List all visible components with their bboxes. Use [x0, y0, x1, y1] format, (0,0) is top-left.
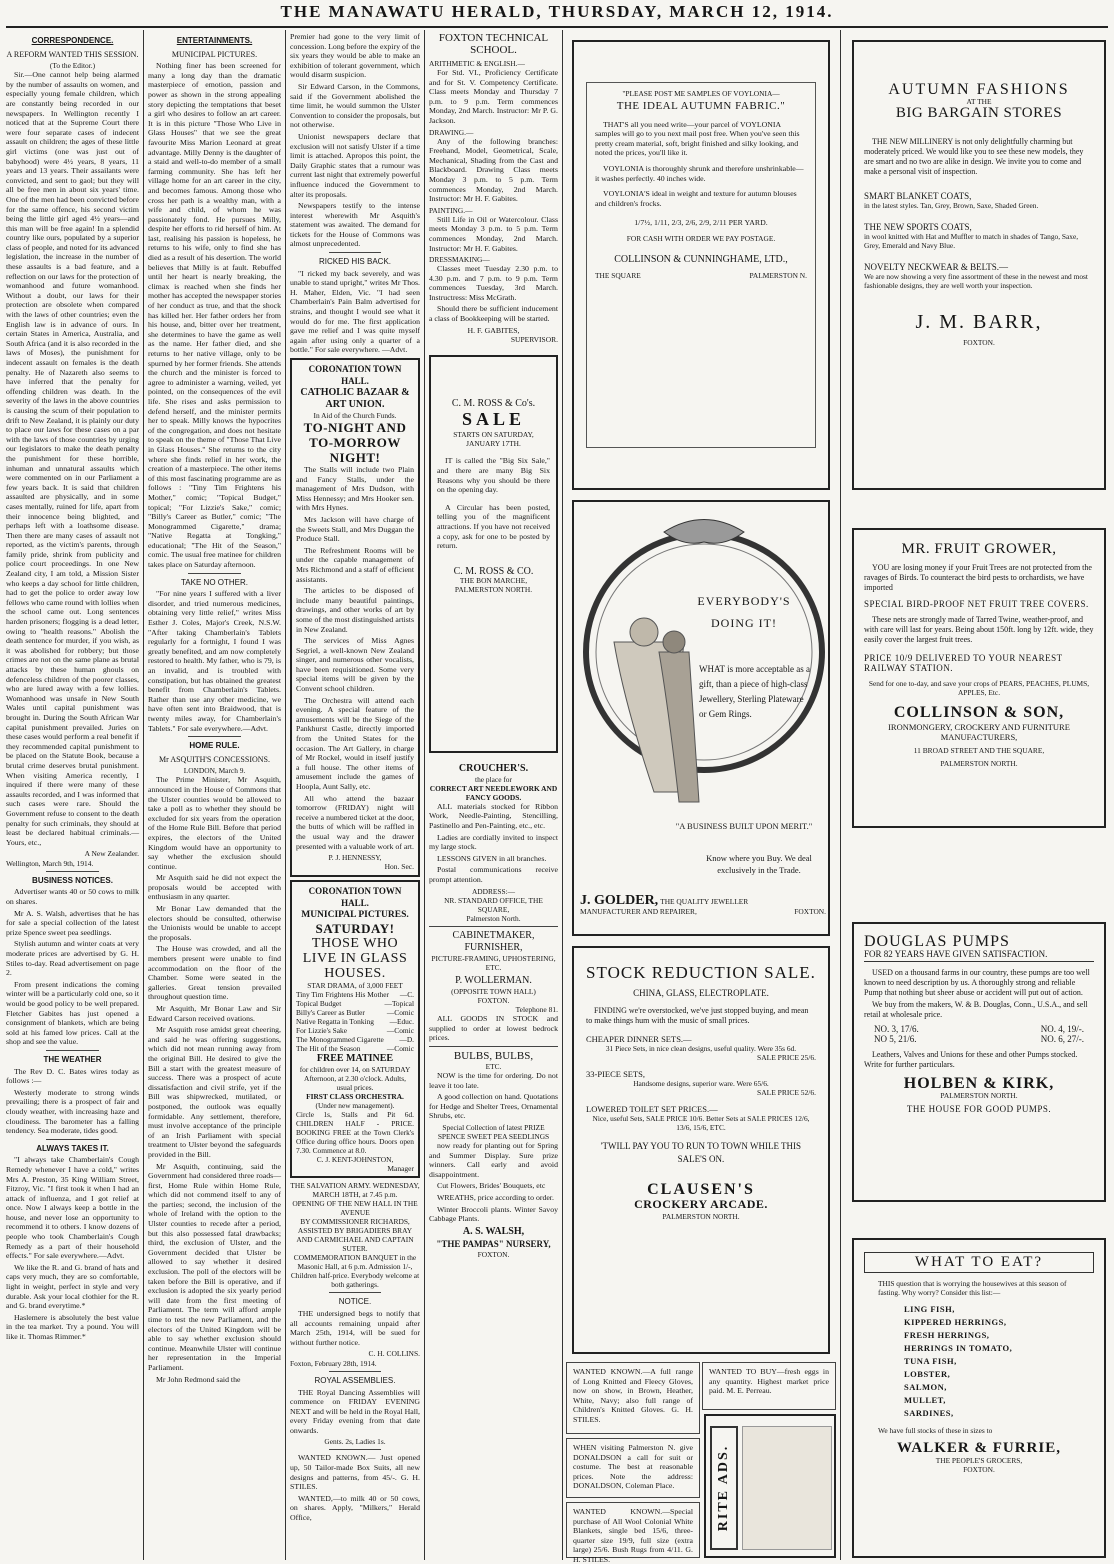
paragraph: The Orchestra will attend each evening. A special feature of the amusements will be the Siege of the Pankhurst Castle, directly imported from the United States for the occasion. The Art Gallery, in charge of Mr Rockel, would in itself justify a full house. The other items of amusement include the games of Hoopla, Aunt Sally, etc.	[296, 695, 414, 791]
fish-item: LING FISH,	[904, 1304, 955, 1314]
signature: C. H. COLLINS.	[368, 1349, 420, 1359]
paragraph: Send for one to-day, and save your crops of PEARS, PEACHES, PLUMS, APPLES, Etc.	[868, 679, 1090, 697]
paragraph: Postal communications receive prompt attention.	[429, 865, 558, 884]
ad-headline: BIG BARGAIN STORES	[895, 105, 1063, 121]
paragraph: Westerly moderate to strong winds prevailing; there is a prospect of fair and cloudy weather, with increasing haze and cloudiness. The barometer has a falling tendency. Sea moderate, tides good.	[6, 1087, 139, 1136]
paragraph: Should there be sufficient inducement a class of Bookkeeping will be started.	[429, 304, 558, 324]
programme-item	[296, 1026, 414, 1035]
voylonia-ad	[572, 40, 830, 490]
paragraph: Mr Asquith said he did not expect the proposals would be accepted with enthusiasm in any quarter.	[148, 873, 281, 902]
separator	[329, 1292, 381, 1293]
ad-heading: C. M. ROSS & CO.	[453, 565, 534, 577]
paragraph: The articles to be disposed of include many beautiful paintings, drawings, and other works of art by some of the most distinguished artists in New Zealand.	[296, 586, 414, 634]
separator	[329, 252, 381, 253]
programme-item	[296, 1035, 414, 1044]
column-1	[6, 32, 139, 1560]
paragraph: Classes meet Tuesday 2.30 p.m. to 4.30 p.m. and 7 p.m. to 9 p.m. Term commences Tuesday, 3rd March. Instructress: Miss McGrath.	[429, 264, 558, 302]
ad-subheading: PALMERSTON NORTH.	[454, 585, 533, 595]
ad-heading: "THE PAMPAS" NURSERY,	[436, 1238, 551, 1249]
programme-kind: —Comic	[386, 1025, 414, 1035]
paragraph: The Rev D. C. Bates wires today as follows :—	[6, 1066, 139, 1086]
wanted-ad: WANTED KNOWN.—Special purchase of All Wool Colonial White Blankets, single bed 15/6, three-quarter size 19/9, full size (extra large) 25/6. Bush Rugs from 4/11. G. H. STILES.	[566, 1502, 700, 1558]
subject-heading: PAINTING.—	[429, 205, 473, 215]
ad-headline: STOCK REDUCTION SALE.	[586, 963, 816, 982]
paragraph: The Stalls will include two Plain and Fancy Stalls, under the management of Mrs Dudson, with Miss Hennessy; and Mrs Hooker sen. with Mrs Hynes.	[296, 465, 414, 513]
paragraph: "I ricked my back severely, and was unable to stand upright," writes Mr Thos. H. Maher, Elden, Vic. "I had seen Chamberlain's Pain Balm advertised for strains, and thought I would see what it would do for me. The first application gave me relief and I was quite myself again after using only a quarter of a bottle." For sale everywhere. —Advt.	[290, 268, 420, 355]
programme-title: The Monogrammed Cigarette	[296, 1034, 384, 1044]
paragraph: Haslemere is absolutely the best value in the tea market. Try a pound. You will like it. Thomas Rimmer.*	[6, 1312, 139, 1341]
masthead-title: THE MANAWATU HERALD, THURSDAY, MARCH 12, 1914.	[280, 2, 834, 21]
paragraph: Any of the following branches: Freehand, Model, Geometrical, Scale, Mechanical, Shading from the Cast and Blackboard. Drawing Class meets Monday 3 p.m. to 5 p.m. Term commences Monday, 2nd March. Instructor: Mr H. F. Gabites.	[429, 136, 558, 204]
paragraph: BY COMMISSIONER RICHARDS, ASSISTED BY BRIGADIERS BRAY AND CARMICHAEL AND CAPTAIN SUTER.	[296, 1217, 414, 1254]
paragraph: Mrs Jackson will have charge of the Sweets Stall, and Mrs Duggan the Produce Stall.	[296, 514, 414, 544]
address: PALMERSTON N.	[749, 270, 807, 280]
address: FOXTON.	[963, 338, 995, 347]
paragraph: Advertiser wants 40 or 50 cows to milk on shares.	[6, 887, 139, 907]
article-subheading: (To the Editor.)	[49, 61, 96, 71]
paragraph: THE Royal Dancing Assemblies will commence on FRIDAY EVENING NEXT and will be held in the Royal Hall, every Friday evening from that date onwards.	[290, 1387, 420, 1435]
item-heading: SMART BLANKET COATS,	[864, 191, 972, 201]
ad-quote: "PLEASE POST ME SAMPLES OF VOYLONIA—	[622, 89, 780, 98]
item-heading: THE NEW SPORTS COATS,	[864, 222, 972, 232]
ad-subheading: AT THE	[966, 97, 992, 106]
paragraph: From present indications the coming winter will be a particularly cold one, so it would be good policy to be well prepared. Fletcher Gabites has just opened a consignment of blankets, which are being sold at his famed low prices. Call at the shop and see the value.	[6, 979, 139, 1047]
address: THE SQUARE	[595, 270, 641, 280]
programme-title: Native Regatta in Tonking	[296, 1016, 374, 1026]
vertical-ads-illustration-icon	[742, 1426, 832, 1550]
article-heading: Mr ASQUITH'S CONCESSIONS.	[158, 754, 270, 764]
column-rule	[285, 30, 286, 1560]
masthead-rule	[6, 26, 1108, 28]
address-row	[595, 271, 807, 280]
separator	[188, 573, 241, 574]
programme-kind: —Educ.	[389, 1016, 414, 1026]
ad-subheading: FOXTON.	[477, 995, 510, 1005]
fish-item: MULLET,	[904, 1395, 946, 1405]
paragraph: ALL materials stocked for Ribbon Work, Needle-Painting, Stencilling, Pastinello and Pen-Painting, etc., etc.	[429, 801, 558, 831]
ad-firm: CROCKERY ARCADE.	[634, 1197, 768, 1211]
paragraph: THIS question that is worrying the housewives at this season of fasting. Why worry? Consider this list:—	[878, 1279, 1067, 1297]
dateline: Wellington, March 9th, 1914.	[6, 858, 94, 868]
paragraph: Gents. 2s, Ladies 1s.	[324, 1437, 386, 1447]
paragraph: We have full stocks of these in sizes to	[878, 1426, 993, 1435]
paragraph: NR. STANDARD OFFICE, THE SQUARE,	[444, 895, 543, 914]
separator	[46, 1050, 99, 1051]
item-heading: CHEAPER DINNER SETS.—	[586, 1034, 692, 1044]
column-rule	[562, 30, 563, 1560]
ad-firm: CLAUSEN'S	[647, 1181, 755, 1198]
ad-headline: SALE	[461, 409, 526, 430]
paragraph: The House was crowded, and all the members present were unable to find accommodation on the floor of the Chamber. Some were seated in the galleries. Great tension prevailed throughout question time.	[148, 944, 281, 1002]
ad-firm: J. GOLDER,	[580, 893, 659, 908]
paragraph: Mr Bonar Law demanded that the electors should be consulted, otherwise the Unionists would be unable to accept the proposals.	[148, 904, 281, 942]
paragraph: FINDING we're overstocked, we've just stopped buying, and mean to make things hum with the music of small prices.	[586, 1006, 809, 1025]
slogan: 'TWILL PAY YOU TO RUN TO TOWN WHILE THIS SALE'S ON.	[600, 1141, 802, 1164]
rite-ads-logo: RITE ADS.	[716, 1444, 731, 1532]
paragraph: the place for	[475, 774, 512, 784]
paragraph: A Circular has been posted, telling you of the magnificent attractions. If you have not received a copy, ask for one to be posted by return.	[437, 502, 550, 551]
paragraph: FOR CASH WITH ORDER WE PAY POSTAGE.	[626, 233, 776, 243]
ad-subheading: THE PEOPLE'S GROCERS,	[935, 1456, 1023, 1465]
bazaar-ad	[290, 358, 420, 877]
paragraph: "I always take Chamberlain's Cough Remedy whenever I have a cold," writes Mrs A. Preston, 35 King William Street, Fitzroy, Vic. "I first took it when I had an attack of influenza, and I got relief at once. Now I always keep a bottle in the house, and never lose an opportunity to recommend it to others. I know dozens of people who took Chamberlain's Cough Remedy as a part of their household effects." For sale everywhere.—Advt.	[6, 1155, 139, 1261]
ad-subheading: IRONMONGERY, CROCKERY AND FURNITURE MANUFACTURERS,	[888, 722, 1070, 742]
ad-headline: AUTUMN FASHIONS	[888, 81, 1070, 98]
programme-kind: —Topical	[384, 998, 414, 1008]
business-heading: BUSINESS NOTICES.	[32, 875, 113, 885]
paragraph: Mr Asquith rose amidst great cheering, and said he was offering suggestions, which did not mean running away from the original Bill. He desired to give the Bill a start with the greatest measure of success. There was a prospect of acute dissatisfaction and civil strife, yet if the Bill was shipwrecked, mutilated, or postponed, the outlook was equally formidable. Any settlement, therefore, must involve acceptance of the principle of an Irish Parliament with special treatment to Ulster beyond the safeguards provided in the Bill.	[148, 1025, 281, 1159]
subject-heading: DRESSMAKING—	[429, 255, 490, 265]
ad-subheading: FOR 82 YEARS HAVE GIVEN SATISFACTION.	[864, 949, 1094, 962]
paragraph: ALL GOODS IN STOCK and supplied to order at lowest bedrock prices.	[429, 1014, 558, 1043]
ad-heading: CORONATION TOWN HALL.	[308, 364, 402, 386]
ad-heading: BULBS, BULBS,	[453, 1049, 534, 1062]
ad-subheading: THE BON MARCHE,	[459, 576, 528, 586]
programme-title: Billy's Career as Butler	[296, 1007, 365, 1017]
article-heading: A REFORM WANTED THIS SESSION.	[6, 49, 139, 59]
ad-subheading: (Under new management).	[315, 1100, 395, 1110]
ad-subheading: PICTURE-FRAMING, UPHOSTERING, ETC.	[431, 953, 556, 972]
signature: A New Zealander.	[84, 849, 139, 859]
paragraph: THE undersigned begs to notify that all accounts remaining unpaid after March 25th, 1914, will be sued for without further notice.	[290, 1308, 420, 1347]
walker-ad	[852, 1238, 1106, 1558]
ad-headline: TO-NIGHT AND TO-MORROW NIGHT!	[303, 420, 407, 465]
paragraph: We buy from the makers, W. & B. Douglas, Conn., U.S.A., and sell retail at wholesale price.	[864, 1000, 1088, 1019]
paragraph: in wool knitted with Hat and Muffler to match in shades of Tango, Saxe, Grey, Emerald and Navy Blue.	[864, 232, 1079, 250]
separator	[429, 1046, 558, 1047]
paragraph: Winter Broccoli plants. Winter Savoy Cabbage Plants.	[429, 1204, 558, 1224]
ad-firm: WALKER & FURRIE,	[897, 1440, 1061, 1456]
slogan: THE HOUSE FOR GOOD PUMPS.	[906, 1104, 1052, 1114]
paragraph: Circle 1s, Stalls and Pit 6d. CHILDREN HALF - PRICE. BOOKING FREE at the Town Clerk's Office during office hours. Doors open 7.30. Commence at 8.0.	[296, 1109, 414, 1155]
ad-heading: A. S. WALSH,	[462, 1225, 525, 1237]
column-rule	[840, 30, 841, 1560]
signature: P. J. HENNESSY,	[328, 853, 382, 863]
separator	[46, 871, 99, 872]
wanted-ad: WANTED TO BUY—fresh eggs in any quantity. Highest market price paid. M. E. Perreau.	[702, 1362, 836, 1410]
ad-firm: COLLINSON & SON,	[893, 704, 1065, 721]
signature: H. F. GABITES,	[467, 325, 520, 335]
address: PALMERSTON NORTH.	[940, 1091, 1018, 1100]
ad-heading: CROUCHER'S.	[458, 762, 529, 774]
paragraph: The services of Miss Agnes Segriel, a well-known New Zealand singer, and numerous other vocalists, have been requisitioned. Some very special items will be given by the Convent school children.	[296, 636, 414, 694]
ad-headline: THOSE WHO LIVE IN GLASS HOUSES.	[302, 935, 408, 981]
pictures-ad	[290, 880, 420, 1179]
golder-ad	[572, 500, 830, 936]
ad-subheading: (OPPOSITE TOWN HALL)	[451, 986, 536, 996]
ad-headline: DOUGLAS PUMPS	[864, 933, 1010, 950]
programme-item	[296, 1017, 414, 1026]
ad-subheading: Telephone 81.	[515, 1004, 558, 1014]
paragraph: The Refreshment Rooms will be under the capable management of Mrs Richmond and a staff of efficient assistants.	[296, 545, 414, 584]
separator	[329, 1449, 381, 1450]
signature: Manager	[387, 1163, 414, 1173]
separator	[188, 736, 241, 737]
paragraph: WANTED KNOWN.— Just opened up, 50 Tailor-made Box Suits, all new designs and patterns, from 45/-. G. H. STILES.	[290, 1453, 420, 1492]
paragraph: COMMEMORATION BANQUET in the Masonic Hall, at 6 p.m. Admission 1/-, Children half-price. Everybody welcome at both gatherings.	[290, 1253, 420, 1290]
article-body: Sir.—One cannot help being alarmed by the number of assaults on women, and especially young female children, which are constantly being recorded in our newspapers. In Wellington recently I noticed that at the Supreme Court there were four separate cases of indecent assault on children; the ages of these little girl victims (one was just out of babyhood) were 4½ years, 8 years, 11 years and 13 years. Their assailants were convicted, and sent to gaol; but they will all be free men in about six years' time. One of the men had been convicted before for the same offence, his second victim being the little girl aged 4½ years—and this man will be free again! In a splendid country like ours, populated by a superior class of people, and noted for its advanced legislation, the increase in the number of these assaults is a bad feature, and a reflection on our laws for the protection of womanhood and future womanhood. Without a doubt, our laws for their protection are obsolete when compared with the laws of other countries; even the English law is in advance of ours. In certain States in America, Australia, and South Africa (and it is also recorded in the laws of Moses), the punishment for indecent assault on females is the death penalty. He of Nazareth also seems to have inferred that the penalty for offending children was death. In the severity of the laws in the above countries is causing the scum of their population to drift to New Zealand, it is plainly our duty to place our laws for these cases on a par with the laws of those countries by urging our legislators to make the death penalty the punishment for these horrible, inhuman and unnatural assaults which were commented on in our Parliament a few years back. It is said that children assaulted are physically, and in some cases mentally, ruined for life, apart from their innocence being blighted, and perhaps left with a loathsome disease. Then there are many cases of assault not reported, as the victim's parents, through family pride, shrink from publicity and police court proceedings. In one New Zealand city, I am told, a Mission Sister who keeps a day school for little children, had to get the police to order away low fellows who came round with lollies when the school came out. Long sentences harden prisoners; flogging is a dead letter, owing to "health reasons." Abolish the death sentence for murder, if you wish, as it was abolished for robbery; but those crimes are not on the same plane as brutal attacks by these human ghouls on defenceless children of the poorer classes, who are lured away with a few lollies. Womanhood was unsafe in New South Wales until capital punishment was brought in. During the South African War capital punishment prevailed. Juries on these cases would perform a real benefit if they recommended capital punishment to be placed on the Statute Book, because a brutal crime deserves brutal punishment. When visiting America recently, I inquired if there were many of these assaults recorded, and I was informed that such cases were rare. Should the Government refuse to consent to the death penalty for such criminals, they should at least be declared habitual criminals.—Yours, etc.,	[6, 70, 139, 847]
address: FOXTON.	[963, 1465, 995, 1474]
price-row	[864, 1034, 1094, 1044]
paragraph: A good collection on hand. Quotations for Hedge and Shelter Trees, Ornamental Shrubs, etc.	[429, 1092, 558, 1121]
paragraph: USED on a thousand farms in our country, these pumps are too well known to need description by us. A thoroughly strong and reliable Pump that nothing but sheer abuse or accident will put out of action.	[864, 968, 1090, 997]
programme-title: Tiny Tim Frightens His Mother	[296, 989, 389, 999]
price: NO 5, 21/6.	[874, 1034, 917, 1044]
sale-price: SALE PRICE 52/6.	[757, 1088, 816, 1097]
separator	[329, 1371, 381, 1372]
paragraph: Know where you Buy. We deal exclusively in the Trade.	[706, 853, 812, 875]
ad-heading: CABINETMAKER, FURNISHER,	[452, 929, 535, 953]
column-2	[148, 32, 281, 1560]
school-heading: FOXTON TECHNICAL SCHOOL.	[438, 32, 549, 56]
ad-subheading: STARTS ON SATURDAY, JANUARY 17TH.	[453, 430, 534, 449]
ad-headline: WHAT TO EAT?	[864, 1252, 1094, 1273]
paragraph: For Std. VI., Proficiency Certificate and for St. V. Competency Certificate. Class meets Monday and Thursday 7 p.m. to 9 p.m. Term commences Monday, 2nd March. Instructor: Mr P. G. Jackson.	[429, 68, 558, 125]
paragraph: Premier had gone to the very limit of concession. Long before the expiry of the six years they would be able to make an exhibition of tolerant government, which would disarm suspicion.	[290, 32, 420, 80]
home-rule-heading: HOME RULE.	[189, 741, 240, 751]
paragraph: Mr Asquith, continuing, said the Government had considered three roads—first, Home Rule within Home Rule, which did not commend itself to any of the parties; second, the inclusion of the whole of Ireland with the option to the Ulster counties to recede after a period, but this also possessed fatal drawbacks; third, the exclusion of Ulster, and the Government decided that Ulster be allowed to say whether it desired exclusion. The poll of the electors will be taken before the Bill is operative, and if exclusion is adopted the six yearly period will date from the first meeting of Parliament. The term will afford ample time to test the new Parliament, and the electors of the United Kingdom will be able to say whether exclusion should continue. Meanwhile Ulster will continue her representation in the Imperial Parliament.	[148, 1161, 281, 1372]
ad-heading: THE IDEAL AUTUMN FABRIC."	[616, 100, 786, 112]
ad-firm: COLLINSON & CUNNINGHAME, LTD.,	[614, 253, 788, 265]
paragraph: for children over 14, on SATURDAY Afternoon, at 2.30 o'clock. Adults, usual prices.	[299, 1064, 411, 1092]
notice-heading: NOTICE.	[338, 1297, 372, 1307]
price-list: 1/7½, 1/11, 2/3, 2/6, 2/9, 2/11 PER YARD.	[634, 218, 768, 228]
paragraph: The Prime Minister, Mr Asquith, announced in the House of Commons that the Ulster counties would be allowed to take a poll as to whether they should be excluded for six years from the operation of the Home Rule Bill. Before that period expires, the electors of the United Kingdom would have an opportunity to say whether the exclusion should continue.	[148, 775, 281, 871]
column-rule	[143, 30, 144, 1560]
programme-title: The Hit of the Season	[296, 1043, 361, 1053]
paragraph: VOYLONIA'S ideal in weight and texture for autumn blouses and children's frocks.	[595, 189, 797, 208]
paragraph: Mr A. S. Walsh, advertises that he has for sale a special collection of the latest prize Spence sweet pea seedlings.	[6, 908, 139, 937]
ad-headline: EVERYBODY'S	[697, 594, 791, 608]
programme-title: For Lizzie's Sake	[296, 1025, 347, 1035]
paragraph: Special Collection of latest PRIZE SPENCE SWEET PEA SEEDLINGS	[437, 1122, 550, 1141]
ad-motto: "A BUSINESS BUILT UPON MERIT."	[675, 821, 813, 831]
paragraph: We are now showing a very fine assortment of these in the newest and most fashionable designs, they are well worth your inspection.	[864, 272, 1088, 290]
signature: C. J. KENT-JOHNSTON,	[316, 1154, 394, 1164]
paragraph: WANTED,—to milk 40 or 50 cows, on shares. Apply, "Milkers," Herald Office,	[290, 1493, 420, 1523]
paragraph: Newspapers testify to the intense interest wherewith Mr Asquith's statement was awaited. The demand for tickets for the House of Commons was almost unprecedented.	[290, 201, 420, 249]
ricked-heading: RICKED HIS BACK.	[318, 257, 391, 267]
paragraph: These nets are strongly made of Tarred Twine, weather-proof, and with care will last for years. Being about 150ft. long by 12ft. wide, they easily cover the largest fruit trees.	[864, 615, 1094, 644]
paragraph: YOU are losing money if your Fruit Trees are not protected from the ravages of Birds. To counteract the bird pests to orchardists, we have imported	[864, 563, 1092, 592]
paragraph: Handsome designs, superior ware. Were 65/6.	[633, 1079, 769, 1088]
separator	[429, 926, 558, 927]
item-heading: SPECIAL BIRD-PROOF NET FRUIT TREE COVERS.	[864, 599, 1089, 609]
programme-kind: —Comic	[386, 1043, 414, 1053]
paragraph: NOW is the time for ordering. Do not leave it too late.	[429, 1070, 558, 1090]
wanted-ad: WHEN visiting Palmerston N. give DONALDSON a call for suit or costume. The best at reasonable prices. Note the address: DONALDSON, Coleman Place.	[566, 1438, 700, 1498]
item-heading: NOVELTY NECKWEAR & BELTS.—	[864, 262, 1008, 272]
paragraph: We like the R. and G. brand of hats and caps very much, they are so comfortable, light in weight, perfect in style and very durable. Ask your local clothier for the R. and G. brand everytime.*	[6, 1262, 139, 1311]
paragraph: Unionist newspapers declare that exclusion will not satisfy Ulster if a time limit is attached. Apropos this point, the Daily Graphic states that a rumour was current last night that extremely powerful influence induced the Government to alter its proposals.	[290, 131, 420, 199]
dateline: Foxton, February 28th, 1914.	[290, 1358, 377, 1368]
ad-subheading: STAR DRAMA, of 3,000 FEET	[307, 980, 403, 990]
always-heading: ALWAYS TAKES IT.	[36, 1143, 109, 1153]
dateline: LONDON, March 9.	[183, 766, 246, 776]
paragraph: All who attend the bazaar tomorrow (FRIDAY) night will receive a numbered ticket at the door, the butts of which will be raffled in the usual way and the drawer presented with a valuable work of art.	[296, 793, 414, 851]
paragraph: Still Life in Oil or Watercolour. Class meets Monday 3 p.m. to 5 p.m. Term commences Monday, 2nd March. Instructor: Mr H. F. Gabites.	[429, 214, 558, 253]
paragraph: WHAT is more acceptable as a gift, than a piece of high-class Jewellery, Sterling Plateware or Gem Rings.	[699, 664, 811, 719]
paragraph: CORRECT ART NEEDLEWORK AND FANCY GOODS.	[429, 783, 558, 802]
ad-subheading: FIRST CLASS ORCHESTRA.	[306, 1091, 404, 1101]
ad-firm: HOLBEN & KIRK,	[903, 1075, 1055, 1092]
wanted-ad: WANTED KNOWN.—A full range of Long Knitted and Fleecy Gloves, now on show, in Brown, Heather, White, Navy; also full range of Children's Knitted Gloves. G. H. STILES.	[566, 1362, 700, 1434]
ad-headline: SATURDAY!	[315, 920, 395, 936]
ad-subheading: ETC.	[485, 1061, 502, 1071]
programme-kind: —C.	[399, 989, 414, 999]
rite-ads-panel	[704, 1414, 836, 1558]
signature: Hon. Sec.	[384, 862, 414, 872]
address: FOXTON.	[794, 907, 826, 916]
fish-item: HERRINGS IN TOMATO,	[904, 1343, 1013, 1353]
paragraph: IT is called the "Big Six Sale," and there are many Big Six Reasons why you should be there on the opening day.	[437, 456, 550, 495]
column-rule	[424, 30, 425, 1560]
price: NO. 6, 27/-.	[1040, 1034, 1084, 1044]
programme-kind: —D.	[399, 1034, 414, 1044]
take-heading: TAKE NO OTHER.	[181, 577, 248, 587]
ad-heading: FREE MATINEE	[316, 1052, 394, 1064]
price: NO. 3, 17/6.	[874, 1024, 919, 1034]
ad-subheading: FOXTON.	[477, 1249, 510, 1259]
paragraph: ADDRESS:—	[471, 886, 516, 896]
paragraph: Palmerston North.	[466, 913, 521, 923]
ad-headline: MR. FRUIT GROWER,	[901, 541, 1057, 557]
item-heading: PRICE 10/9 DELIVERED TO YOUR NEAREST RAILWAY STATION.	[864, 653, 1063, 673]
programme-title: Topical Budget	[296, 998, 342, 1008]
fish-item: FRESH HERRINGS,	[904, 1330, 990, 1340]
fish-item: KIPPERED HERRINGS,	[904, 1317, 1007, 1327]
ad-heading: P. WOLLERMAN.	[455, 974, 532, 986]
article-body: Nothing finer has been screened for many a long day than the dramatic masterpiece of emotion, passion and power as shown in the strong appealing story depicting the temptations that beset a girl who desires to follow an art career. It is in this picture "Those Who Live in Glass Houses" that we see the great favourite Miss Marion Leonard at great advantage. Milly Denny is the daughter of a staid and well-to-do member of a small farming community. She has left her village home for an art career in the city, and becomes famous. Among those who cross her path is a wealthy man, with a wife and child, of whom he was passionately fond. He pursues Milly, despite her efforts to rid herself of him. At last, realising his passion is hopeless, he returns to his wife, only to find she has died as a result of his desertion. The world believes that Milly is at fault. Rebuffed until her heart is nearly breaking, the climax is reached when she finds her mother has accepted the newspaper stories of her conduct as true, and that the shock has killed her. Her father orders her from his house, and, bitter over her treatment, she determines to have the game as well as the name. Her father died, and she returns to her native village, only to be spurned by her former friends. She attends the church and the minister is forced to agree to administer a warning, veiled, yet pointed, on the consequences of the evil life. She rises and asks permission to defend herself, and the minister permits her to speak. Milly knows the hypocrites of the congregation, and does not hesitate to speak on the theme of "Those That Live in Glass Houses." She returns to the city where she finds relief in her work, the creation of a masterpiece. The other items of this most fascinating programme are as follows : "Tiny Tim Frightens his Mother," comic; "Topical Budget," topical; "For Lizzie's Sake," comic; "Billy's Career as Butler," comic; "The Monogrammed Cigarette," drama; "Native Regatta at Tongking," educational; "The Hit of the Season," comic. The usual free matinee for children takes place on Saturday afternoon.	[148, 61, 281, 570]
address-row	[580, 907, 826, 916]
ad-heading: MUNICIPAL PICTURES.	[301, 909, 409, 920]
holben-ad	[852, 922, 1106, 1202]
paragraph: now ready for planting out for Spring and Summer Display. Sure prize winners. Call early and avoid disappointment.	[429, 1140, 558, 1179]
paragraph: THE NEW MILLINERY is not only delightfully charming but moderately priced. We would like you to see these new models, they are smart and no two are alike in design. We invite you to come and make a personal visit of inspection.	[864, 137, 1084, 176]
column-4	[429, 32, 558, 1560]
fish-item: SALMON,	[904, 1382, 947, 1392]
item-heading: 33-PIECE SETS,	[586, 1069, 646, 1079]
ad-subheading: In Aid of the Church Funds.	[313, 411, 397, 420]
clausen-ad	[572, 946, 830, 1354]
ad-firm: J. M. BARR,	[915, 311, 1043, 333]
ad-heading: CATHOLIC BAZAAR & ART UNION.	[300, 387, 410, 410]
ad-footer	[580, 893, 826, 916]
royal-heading: ROYAL ASSEMBLIES.	[314, 1375, 396, 1385]
item-heading: LOWERED TOILET SET PRICES.—	[586, 1104, 718, 1114]
separator	[46, 1139, 99, 1140]
correspondence-heading: CORRESPONDENCE.	[31, 36, 114, 45]
address: PALMERSTON NORTH.	[662, 1212, 740, 1221]
paragraph: 31 Piece Sets, in nice clean designs, useful quality. Were 35s 6d.	[605, 1044, 797, 1053]
programme-item	[296, 999, 414, 1008]
paragraph: Sir Edward Carson, in the Commons, said if the Government abolished the time limit, he would summon the Ulster Convention to consider the proposals, but not otherwise.	[290, 81, 420, 130]
paragraph: OPENING OF THE NEW HALL IN THE AVENUE	[292, 1199, 418, 1218]
ad-headline: DOING IT!	[711, 616, 777, 630]
entertainments-heading: ENTERTAINMENTS.	[176, 36, 253, 45]
signature: SUPERVISOR.	[510, 335, 558, 345]
address: 11 BROAD STREET AND THE SQUARE,	[913, 746, 1045, 755]
column-3	[290, 32, 420, 1560]
programme-list	[296, 990, 414, 1053]
paragraph: LESSONS GIVEN in all branches.	[437, 853, 547, 863]
salvation-heading: THE SALVATION ARMY. WEDNESDAY, MARCH 18TH, at 7.45 p.m.	[290, 1181, 420, 1200]
programme-item	[296, 1044, 414, 1053]
paragraph: "For nine years I suffered with a liver disorder, and tried numerous medicines, obtaining very little relief," writes Miss Esther J. Coles, Major's Creek, N.S.W. "After taking Chamberlain's Tablets regularly for a fortnight, I found I was greatly benefited, and am now completely restored to health. My father, who is 79, is an invalid, and is troubled with constipation, but has obtained the greatest benefit from Chamberlain's Tablets. Rather than use any other medicine, we have often sent into Braidwood, that is twenty miles away, for Chamberlain's Tablets." For sale everywhere.—Advt.	[148, 589, 281, 733]
ross-ad	[429, 355, 558, 753]
paragraph: Leathers, Valves and Unions for these and other Pumps stocked. Write for further particulars.	[864, 1050, 1078, 1069]
programme-item	[296, 1008, 414, 1017]
ad-subheading: THE QUALITY JEWELLER	[660, 897, 749, 906]
ad-heading: C. M. ROSS & Co's.	[451, 397, 536, 409]
barr-ad	[852, 40, 1106, 490]
programme-item	[296, 990, 414, 999]
subject-heading: DRAWING.—	[429, 127, 474, 137]
price-row	[864, 1024, 1094, 1034]
paragraph: Nice, useful Sets, SALE PRICE 10/6. Better Sets at SALE PRICES 12/6, 13/6, 15/6, ETC.	[592, 1114, 810, 1132]
paragraph: VOYLONIA is thoroughly shrunk and therefore unshrinkable—it washes perfectly. 40 inches wide.	[595, 163, 804, 183]
fish-item: LOBSTER,	[904, 1369, 951, 1379]
paragraph: Ladies are cordially invited to inspect my large stock.	[429, 832, 558, 852]
collinson-ad	[852, 528, 1106, 828]
paragraph: Mr John Redmond said the	[156, 1374, 241, 1384]
paragraph: Cut Flowers, Brides' Bouquets, etc	[437, 1181, 546, 1191]
weather-heading: THE WEATHER	[43, 1054, 102, 1064]
address: MANUFACTURER AND REPAIRER,	[580, 907, 697, 916]
fish-list	[864, 1303, 1094, 1420]
paragraph: in the latest styles. Tan, Grey, Brown, Saxe, Shaded Green.	[864, 201, 1039, 210]
rite-logo-block	[710, 1426, 738, 1550]
paragraph: Mr Asquith, Mr Bonar Law and Sir Edward Carson received ovations.	[148, 1004, 281, 1023]
paragraph: Stylish autumn and winter coats at very moderate prices are advertised by G. H. Stiles to-day. Read advertisement on page 2.	[6, 939, 139, 978]
address: PALMERSTON NORTH.	[940, 759, 1018, 768]
ad-heading: CORONATION TOWN HALL.	[308, 885, 402, 908]
paragraph: THAT'S all you need write—your parcel of VOYLONIA samples will go to you next mail post free. When you've seen this pretty cream material, soft, bright finished and silky looking, and noted the prices, you'll like it.	[595, 119, 800, 158]
article-heading: MUNICIPAL PICTURES.	[171, 49, 258, 59]
subject-heading: ARITHMETIC & ENGLISH.—	[429, 59, 525, 68]
price: NO. 4, 19/-.	[1040, 1024, 1084, 1034]
ad-subheading: CHINA, GLASS, ELECTROPLATE.	[633, 988, 769, 998]
sale-price: SALE PRICE 25/6.	[757, 1053, 816, 1062]
programme-kind: —Comic	[386, 1007, 414, 1017]
fish-item: TUNA FISH,	[904, 1356, 957, 1366]
fish-item: SARDINES,	[904, 1408, 954, 1418]
paragraph: WREATHS, price according to order.	[437, 1192, 554, 1202]
